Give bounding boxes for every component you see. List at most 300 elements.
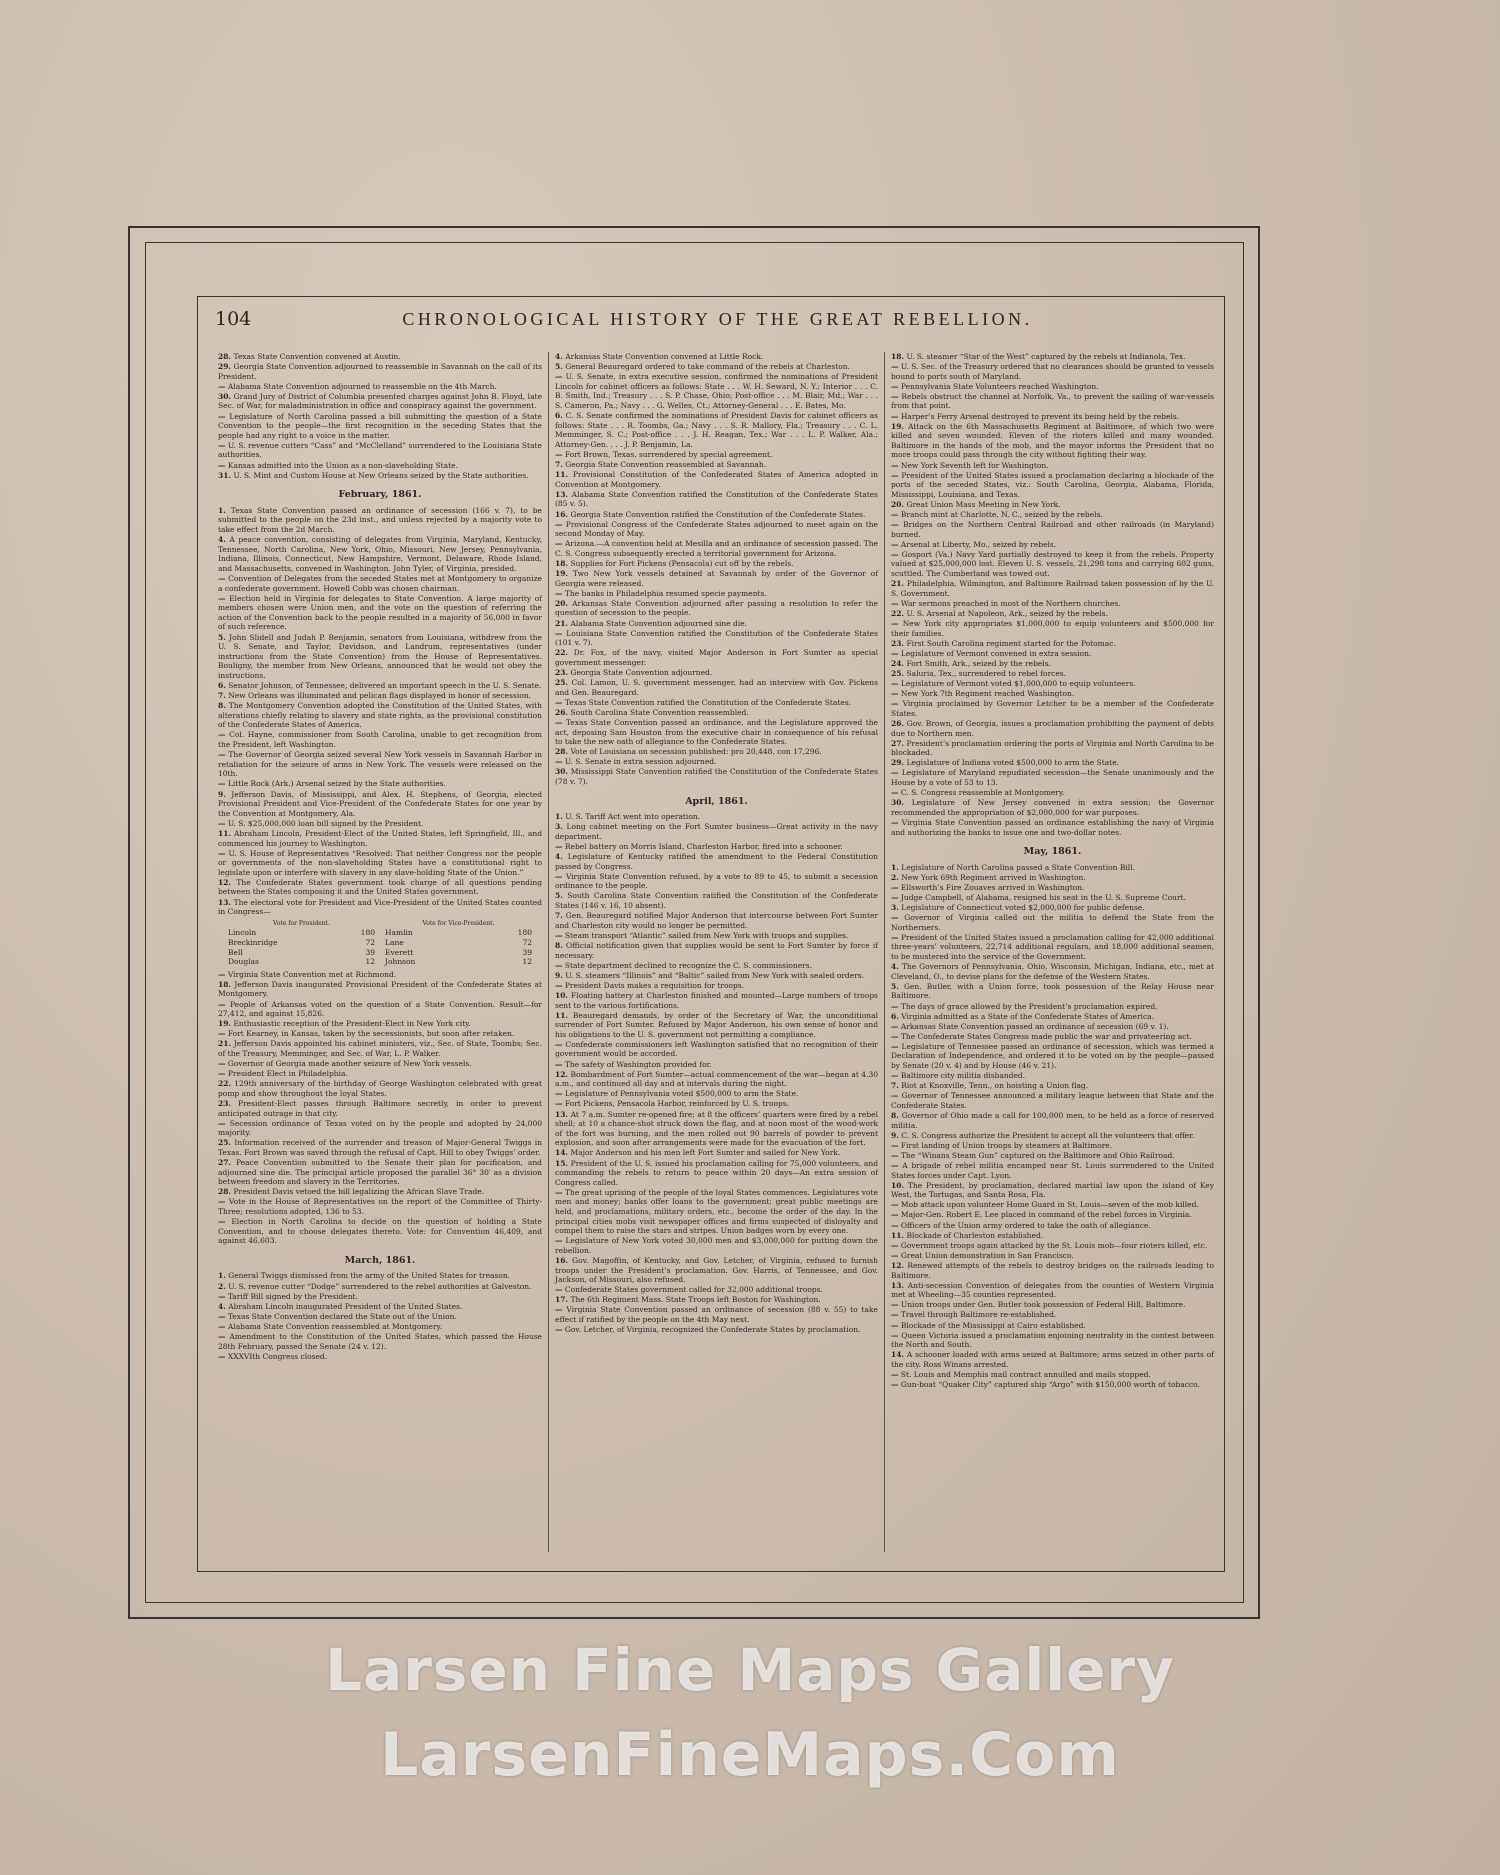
entry-date: — (891, 1001, 899, 1011)
entry-text: Mob attack upon volunteer Home Guard in St. Louis—seven of the mob killed. (900, 1200, 1199, 1210)
chronology-entry (891, 798, 1214, 817)
chronology-entry (555, 362, 878, 372)
entry-date: — (891, 1369, 899, 1379)
entry-date: 4. (555, 352, 563, 361)
entry-text: Branch mint at Charlotte, N. C., seized by the rebels. (900, 510, 1103, 519)
entry-text: The electoral vote for President and Vice-President of the United States counted in Congress— (218, 897, 543, 917)
chronology-entry (218, 1019, 542, 1029)
entry-date: 1. (891, 862, 899, 872)
chronology-entry (555, 931, 878, 941)
entry-text: Officers of the Union army ordered to take the oath of allegiance. (900, 1220, 1151, 1230)
entry-date: 5. (555, 362, 563, 372)
chronology-entry (218, 790, 542, 819)
entry-text: U. S. Arsenal at Napoleon, Ark., seized by the rebels. (906, 608, 1108, 618)
entry-date: — (891, 391, 899, 401)
chronology-entry (555, 1089, 878, 1099)
entry-text: Alabama State Convention ratified the Constitution of the Confederate States (85 v. 5). (555, 489, 878, 509)
entry-text: The Montgomery Convention adopted the Constitution of the United States, with alterations chiefly relating to slavery and state rights, as the provisional constitution of the Confederate States of America. (218, 701, 542, 730)
entry-date: 28. (218, 352, 232, 361)
entry-date: — (555, 519, 563, 529)
entry-date: 27. (218, 1158, 232, 1167)
entry-date: 28. (555, 747, 569, 757)
entry-date: 1. (218, 505, 226, 515)
entry-date: — (891, 932, 899, 942)
watermark-gallery-name: Larsen Fine Maps Gallery (325, 1636, 1175, 1704)
entry-text: Legislature of Pennsylvania voted $500,000 to arm the State. (564, 1089, 799, 1099)
entry-date: — (891, 1200, 899, 1210)
entry-date: — (891, 510, 899, 519)
entry-date: — (555, 1325, 563, 1335)
entry-text: South Carolina State Convention ratified the Constitution of the Confederate States (146 v. 16, 10 absent). (555, 891, 878, 911)
entry-text: South Carolina State Convention reassembled. (570, 707, 749, 717)
chronology-entry (218, 898, 542, 917)
chronology-entry (218, 1352, 542, 1362)
chronology-entry (891, 422, 1214, 460)
entry-date: 26. (891, 718, 905, 728)
entry-date: — (555, 1059, 563, 1069)
entry-date: — (218, 730, 226, 740)
entry-text: Legislature of Vermont voted $1,000,000 to equip volunteers. (900, 679, 1136, 689)
chronology-entry (218, 594, 542, 632)
entry-date: — (218, 750, 226, 760)
entry-date: — (891, 460, 899, 470)
entry-text: The great uprising of the people of the loyal States commences. Legislatures vote men and money; banks offer loans to the government; great public meetings are held, and proclamations, military orders, etc., become the order of the day. In the principal cities mobs visit newspaper offices and firms suspected of disloyalty and compel them to raise the stars and stripes. Union badges worn by every one. (555, 1187, 878, 1236)
entry-date: — (218, 1351, 226, 1361)
entry-date: — (891, 1300, 899, 1310)
entry-date: 23. (218, 1098, 232, 1108)
entry-date: 11. (555, 470, 569, 480)
chronology-entry (891, 609, 1214, 619)
entry-text: Arizona.—A convention held at Mesilla and an ordinance of secession passed. The C. S. Congress subsequently erected a territorial government for Arizona. (555, 539, 878, 558)
entry-date: — (555, 960, 563, 970)
entry-text: Jefferson Davis inaugurated Provisional President of the Confederate States at Montgomery. (218, 979, 542, 999)
entry-date: — (218, 1059, 226, 1069)
entry-date: — (218, 999, 226, 1009)
entry-text: C. S. Senate confirmed the nominations of President Davis for cabinet officers as follows: State . . . R. Toombs, Ga.; Navy . . . S. R. Mallory, Fla.; Treasury . . . C. L. Memminger, S. C.; Post-office . . . J. H. Reagan, Tex.; War . . . L. P. Walker, Ala.; Attorney-Gen. . . . J. P. Benjamin, La. (555, 411, 878, 449)
chronology-entry (891, 758, 1214, 768)
chronology-entry (555, 1148, 878, 1158)
entry-date: 29. (218, 362, 232, 372)
chronology-entry (218, 1187, 542, 1197)
chronology-entry (555, 1110, 878, 1148)
entry-text: Harper’s Ferry Arsenal destroyed to prevent its being held by the rebels. (900, 411, 1180, 421)
entry-date: — (218, 593, 226, 603)
chronology-entry (891, 1241, 1214, 1251)
entry-text: Beauregard demands, by order of the Secretary of War, the unconditional surrender of Fort Sumter. Refused by Major Anderson, his own sense of honor and his obligations to the U. S. government not permitting a compliance. (555, 1010, 878, 1039)
chronology-entry (891, 1380, 1214, 1390)
chronology-entry (555, 891, 878, 910)
entry-date: — (891, 1041, 899, 1051)
entry-text: Louisiana State Convention ratified the Constitution of the Confederate States (101 v. 7). (555, 628, 878, 648)
entry-date: — (218, 779, 226, 789)
entry-text: C. S. Congress authorize the President to accept all the volunteers that offer. (901, 1130, 1195, 1140)
chronology-entry (891, 1071, 1214, 1081)
feb-entries-2 (218, 970, 542, 1246)
vote-count: 39 (522, 947, 532, 957)
entry-text: The banks in Philadelphia resumed specie payments. (564, 588, 767, 598)
vote-row (385, 938, 532, 948)
chronology-entry (555, 852, 878, 871)
candidate-name: Johnson (385, 957, 416, 967)
entry-text: Provisional Congress of the Confederate States adjourned to meet again on the second Monday of May. (555, 519, 878, 539)
entry-text: The President, by proclamation, declared martial law upon the island of Key West, the Tortugas, and Santa Rosa, Fla. (891, 1180, 1214, 1200)
entry-text: Queen Victoria issued a proclamation enjoining neutrality in the contest between the North and South. (891, 1330, 1215, 1350)
chronology-entry (555, 490, 878, 509)
entry-date: — (891, 362, 899, 372)
entry-date: — (218, 1321, 226, 1331)
chronology-entry (891, 1370, 1214, 1380)
candidate-name: Douglas (228, 957, 259, 967)
entry-text: President’s proclamation ordering the ports of Virginia and North Carolina to be blockaded. (891, 738, 1214, 758)
entry-date: — (891, 1161, 899, 1170)
chronology-entry (218, 1158, 542, 1187)
chronology-entry (891, 579, 1214, 598)
entry-date: — (218, 381, 226, 391)
apr-entries (555, 812, 878, 1334)
entry-text: Official notification given that supplies would be sent to Fort Sumter by force if necessary. (555, 940, 878, 960)
entry-date: — (891, 1021, 899, 1031)
entry-text: Abraham Lincoln inaugurated President of the United States. (228, 1301, 463, 1311)
entry-date: 20. (891, 499, 905, 509)
entry-text: Philadelphia, Wilmington, and Baltimore Railroad taken possession of by the U. S. Government. (891, 579, 1214, 598)
chronology-entry (555, 372, 878, 410)
entry-date: — (891, 768, 899, 778)
entry-date: — (218, 1332, 226, 1341)
entry-date: — (218, 1217, 226, 1227)
entry-text: The safety of Washington provided for. (564, 1059, 712, 1069)
entry-date: 13. (555, 1109, 569, 1119)
chronology-entry (218, 1312, 542, 1322)
chronology-entry (891, 873, 1214, 883)
entry-date: — (218, 1118, 226, 1128)
entry-date: 21. (218, 1039, 232, 1049)
chronology-entry (891, 362, 1214, 381)
entry-date: — (218, 1197, 226, 1207)
entry-date: — (555, 697, 563, 707)
entry-text: Virginia State Convention passed an ordinance establishing the navy of Virginia and authorizing the banks to issue one and two-dollar notes. (891, 817, 1214, 837)
chronology-entry (555, 961, 878, 971)
entry-date: 13. (891, 1280, 905, 1290)
entry-text: Bombardment of Fort Sumter—actual commencement of the war—began at 4.30 a.m., and continued all day and at intervals during the night. (555, 1069, 878, 1089)
entry-date: — (555, 588, 563, 598)
section-heading-april: April, 1861. (685, 795, 748, 807)
chronology-entry (891, 883, 1214, 893)
chronology-entry (555, 1040, 878, 1059)
chronology-entry (891, 1331, 1214, 1350)
entry-date: — (555, 930, 563, 940)
candidate-name: Bell (228, 947, 243, 957)
chronology-entry (891, 510, 1214, 520)
entry-text: Bridges on the Northern Central Railroad and other railroads (in Maryland) burned. (891, 520, 1214, 539)
entry-date: — (218, 411, 226, 421)
chronology-entry (218, 1271, 542, 1281)
vote-row (385, 948, 532, 958)
entry-date: 3. (891, 903, 899, 913)
section-heading-march: March, 1861. (344, 1254, 416, 1266)
entry-text: Blockade of Charleston established. (906, 1230, 1044, 1240)
entry-text: Supplies for Fort Pickens (Pensacola) cut off by the rebels. (570, 558, 794, 568)
chronology-entry (218, 1099, 542, 1118)
entry-date: 23. (555, 668, 569, 677)
entry-date: 24. (891, 658, 905, 668)
entry-date: 17. (555, 1295, 569, 1305)
entry-text: President Elect in Philadelphia. (227, 1069, 348, 1079)
entry-text: Governor of Georgia made another seizure of New York vessels. (227, 1059, 472, 1069)
chronology-entry (218, 382, 542, 392)
chronology-entry (218, 352, 542, 362)
entry-date: 27. (891, 738, 905, 748)
vote-vp-heading: Vote for Vice-President. (422, 919, 495, 927)
entry-text: Saluria, Tex., surrendered to rebel forces. (906, 669, 1067, 678)
chronology-entry (555, 941, 878, 960)
entry-text: Governor of Virginia called out the militia to defend the State from the Northerners. (891, 913, 1214, 932)
entry-date: — (891, 1380, 899, 1390)
entry-date: 16. (555, 509, 569, 519)
entry-text: Legislature of North Carolina passed a State Convention Bill. (901, 862, 1135, 872)
entry-text: First South Carolina regiment started for the Potomac. (906, 638, 1116, 648)
chronology-entry (555, 559, 878, 569)
entry-date: — (891, 539, 899, 549)
chronology-entry (555, 520, 878, 539)
chronology-entry (891, 1012, 1214, 1022)
chronology-entry (891, 1002, 1214, 1012)
chronology-entry (891, 659, 1214, 669)
chronology-entry (555, 1070, 878, 1089)
entry-text: Pennsylvania State Volunteers reached Washington. (900, 381, 1099, 391)
entry-text: President Davis makes a requisition for troops. (564, 980, 745, 990)
entry-date: 7. (555, 460, 563, 470)
chronology-entry (218, 970, 542, 980)
entry-text: Jefferson Davis, of Mississippi, and Alex. H. Stephens, of Georgia, elected Provisional President and Vice-President of the Confederate States for one year by the Convention at Montgomery, Ala. (218, 789, 542, 818)
entry-text: Texas State Convention convened at Austin. (233, 352, 401, 361)
entry-date: — (218, 573, 226, 583)
entry-text: Travel through Baltimore re-established. (900, 1310, 1057, 1320)
entry-text: The 6th Regiment Mass. State Troops left Boston for Washington. (570, 1295, 821, 1305)
chronology-entry (555, 470, 878, 489)
entry-text: First landing of Union troops by steamers at Baltimore. (900, 1140, 1113, 1150)
chronology-entry (891, 788, 1214, 798)
entry-text: A brigade of rebel militia encamped near St. Louis surrendered to the United States forces under Capt. Lyon. (891, 1161, 1214, 1180)
chronology-entry (555, 460, 878, 470)
entry-date: 10. (555, 990, 569, 1000)
entry-date: 6. (555, 411, 563, 421)
chronology-entry (891, 719, 1214, 738)
candidate-name: Hamlin (385, 928, 413, 938)
chronology-entry (218, 1197, 542, 1216)
entry-date: 18. (555, 558, 569, 568)
chronology-entry (555, 539, 878, 558)
entry-text: People of Arkansas voted on the question of a State Convention. Result—for 27,412, and against 15,826. (218, 999, 542, 1019)
entry-text: Virginia admitted as a State of the Confederate States of America. (901, 1011, 1155, 1021)
entry-date: — (891, 411, 899, 421)
chronology-entry (891, 739, 1214, 758)
entry-text: Confederate commissioners left Washington satisfied that no recognition of their government would be accorded. (555, 1039, 878, 1059)
entry-date: 9. (555, 970, 563, 980)
entry-date: 7. (218, 691, 226, 701)
entry-text: Secession ordinance of Texas voted on by the people and adopted by 24,000 majority. (218, 1118, 542, 1138)
chronology-entry (891, 903, 1214, 913)
entry-text: Gen. Beauregard notified Major Anderson that intercourse between Fort Sumter and Charleston city would no longer be permitted. (555, 911, 878, 930)
chronology-entry (218, 750, 542, 779)
chronology-entry (891, 699, 1214, 718)
chronology-entry (555, 629, 878, 648)
entry-text: New Orleans was illuminated and pelican flags displayed in honor of secession. (228, 691, 531, 701)
chronology-entry (218, 819, 542, 829)
entry-text: Alabama State Convention reassembled at Montgomery. (227, 1321, 443, 1331)
entry-text: Confederate States government called for 32,000 additional troops. (564, 1285, 823, 1295)
chronology-entry (891, 392, 1214, 411)
chronology-entry (218, 878, 542, 897)
chronology-entry (555, 822, 878, 841)
chronology-entry (555, 757, 878, 767)
entry-date: 30. (891, 798, 905, 808)
vote-count: 180 (360, 928, 375, 938)
chronology-entry (891, 863, 1214, 873)
entry-text: Blockade of the Mississippi at Cairo established. (900, 1320, 1086, 1330)
entry-date: — (218, 1291, 226, 1301)
entry-date: 11. (218, 828, 232, 838)
entry-text: A schooner loaded with arms seized at Baltimore; arms seized in other parts of the city. Ross Winans arrested. (891, 1350, 1214, 1369)
entry-date: 8. (555, 940, 563, 950)
entry-text: War sermons preached in most of the Northern churches. (900, 598, 1121, 608)
chronology-entry (891, 471, 1214, 500)
entry-date: — (555, 1187, 563, 1197)
chronology-entry (218, 1332, 542, 1351)
entry-date: 21. (891, 579, 905, 589)
entry-text: Virginia State Convention met at Richmond. (227, 969, 397, 979)
vote-count: 12 (522, 957, 532, 967)
entry-text: The Confederate States Congress made public the war and privateering act. (900, 1031, 1192, 1041)
entry-text: Peace Convention submitted to the Senate their plan for pacification, and adjourned sine die. The principal article proposed the parallel 36° 30′ as a division between freedom and slavery in the Territories. (218, 1158, 542, 1187)
chronology-entry (218, 1138, 542, 1157)
entry-date: 15. (555, 1158, 569, 1168)
entry-date: 18. (218, 979, 232, 989)
entry-date: — (891, 1330, 899, 1340)
chronology-entry (218, 1079, 542, 1098)
entry-date: — (891, 1250, 899, 1260)
chronology-entry (555, 718, 878, 747)
entry-text: Floating battery at Charleston finished and mounted—Large numbers of troops sent to the various fortifications. (555, 990, 878, 1010)
entry-date: 22. (891, 608, 905, 618)
chronology-entry (891, 962, 1214, 981)
chronology-entry (218, 412, 542, 441)
entry-date: — (555, 842, 563, 851)
entry-date: 4. (218, 535, 226, 545)
chronology-entry (891, 689, 1214, 699)
chronology-entry (218, 633, 542, 681)
chronology-entry (555, 842, 878, 852)
entry-date: — (555, 628, 563, 638)
chronology-entry (218, 471, 542, 481)
entry-date: 8. (218, 701, 226, 711)
chronology-entry (891, 520, 1214, 539)
chronology-entry (218, 441, 542, 460)
entry-date: 13. (555, 489, 569, 499)
chronology-entry (555, 352, 878, 362)
entry-text: President Davis vetoed the bill legalizing the African Slave Trade. (233, 1187, 485, 1197)
entry-date: 31. (218, 470, 232, 480)
entry-text: Vote of Louisiana on secession published: pro 20,448, con 17,296. (570, 747, 822, 757)
entry-text: Fort Pickens, Pensacola Harbor, reinforced by U. S. troops. (564, 1099, 790, 1109)
column-2 (548, 352, 884, 1552)
chronology-entry (555, 678, 878, 697)
entry-date: 11. (555, 1010, 569, 1020)
entry-date: 3. (555, 822, 563, 832)
chronology-entry (891, 1300, 1214, 1310)
chronology-entry (891, 550, 1214, 579)
entry-date: — (891, 520, 899, 530)
entry-text: Arkansas State Convention convened at Little Rock. (565, 352, 764, 361)
chronology-entry (555, 1295, 878, 1305)
entry-text: Fort Brown, Texas, surrendered by special agreement. (564, 449, 773, 459)
entry-text: Gov. Brown, of Georgia, issues a proclamation prohibiting the payment of debts due to Northern men. (891, 718, 1214, 738)
entry-text: Georgia State Convention reassembled at Savannah. (565, 460, 767, 470)
entry-date: — (555, 1305, 563, 1315)
chronology-entry (891, 1091, 1214, 1110)
chronology-entry (891, 1032, 1214, 1042)
entry-text: Judge Campbell, of Alabama, resigned his seat in the U. S. Supreme Court. (900, 892, 1186, 902)
entry-text: U. S. Senate, in extra executive session, confirmed the nominations of President Lincoln for cabinet officers as follows: State . . . W. H. Seward, N. Y.; Interior . . . C. B. Smith, Ind.; Treasury . . . S. P. Chase, Ohio; Post-office . . . M. Blair, Md.; War . . . S. Cameron, Pa.; Navy . . . G. Welles, Ct.; Attorney-General . . . E. Bates, Mo. (555, 372, 878, 410)
chronology-entry (891, 768, 1214, 787)
chronology-entry (555, 1285, 878, 1295)
chronology-entry (891, 1221, 1214, 1231)
entry-date: — (555, 1099, 563, 1109)
chronology-entry (555, 1060, 878, 1070)
entry-date: — (891, 1140, 899, 1150)
entry-date: 16. (555, 1255, 569, 1265)
entry-text: Vote in the House of Representatives on the report of the Committee of Thirty-Three; resolutions adopted, 136 to 53. (218, 1197, 542, 1216)
entry-text: Anti-secession Convention of delegates from the counties of Western Virginia met at Wheeling—35 counties represented. (891, 1280, 1214, 1300)
vote-row (385, 957, 532, 967)
entry-date: 12. (555, 1069, 569, 1079)
entry-text: Legislature of Kentucky ratified the amendment to the Federal Constitution passed by Congress. (555, 852, 878, 871)
entry-text: Convention of Delegates from the seceded States met at Montgomery to organize a confederate government. Howell Cobb was chosen chairman. (218, 573, 542, 593)
entry-text: U. S. revenue cutters “Cass” and “McClelland” surrendered to the Louisiana State authorities. (218, 440, 542, 460)
entry-text: Georgia State Convention adjourned. (570, 668, 713, 677)
entry-text: Texas State Convention passed an ordinance, and the Legislature approved the act, deposing Sam Houston from the executive chair in consequence of his refusal to take the new oath of allegiance to the Confederate States. (555, 717, 878, 747)
chronology-entry (891, 1141, 1214, 1151)
chronology-entry (555, 599, 878, 618)
entry-date: — (891, 598, 899, 608)
entry-date: 22. (555, 648, 569, 658)
entry-text: Arkansas State Convention adjourned after passing a resolution to refer the question of secession to the people. (555, 598, 878, 618)
entry-text: Governor of Tennessee announced a military league between that State and the Confederate States. (891, 1091, 1214, 1110)
entry-text: Fort Kearney, in Kansas, taken by the secessionists, but soon after retaken. (227, 1029, 515, 1039)
chronology-entry (218, 730, 542, 749)
entry-date: 29. (891, 758, 905, 768)
chronology-entry (555, 1256, 878, 1285)
entry-text: General Twiggs dismissed from the army of the United States for treason. (228, 1271, 511, 1281)
entry-date: 23. (891, 638, 905, 648)
entry-date: — (891, 1091, 899, 1101)
chronology-entry (555, 648, 878, 667)
entry-date: 5. (555, 891, 563, 901)
entry-date: 4. (891, 962, 899, 972)
entry-text: Rebels obstruct the channel at Norfolk, Va., to prevent the sailing of war-vessels from that point. (891, 391, 1214, 411)
feb-entries (218, 506, 542, 917)
entry-date: — (891, 549, 899, 559)
chronology-entry (218, 1039, 542, 1058)
entry-text: Governor of Ohio made a call for 100,000 men, to be held as a force of reserved militia. (891, 1111, 1215, 1130)
entry-date: 12. (891, 1260, 905, 1270)
entry-date: 25. (218, 1138, 232, 1148)
chronology-entry (218, 1302, 542, 1312)
entry-date: 14. (555, 1148, 569, 1158)
mar-entries-2 (555, 352, 878, 787)
chronology-entry (891, 540, 1214, 550)
entry-date: — (891, 913, 899, 923)
candidate-name: Lincoln (228, 928, 257, 938)
